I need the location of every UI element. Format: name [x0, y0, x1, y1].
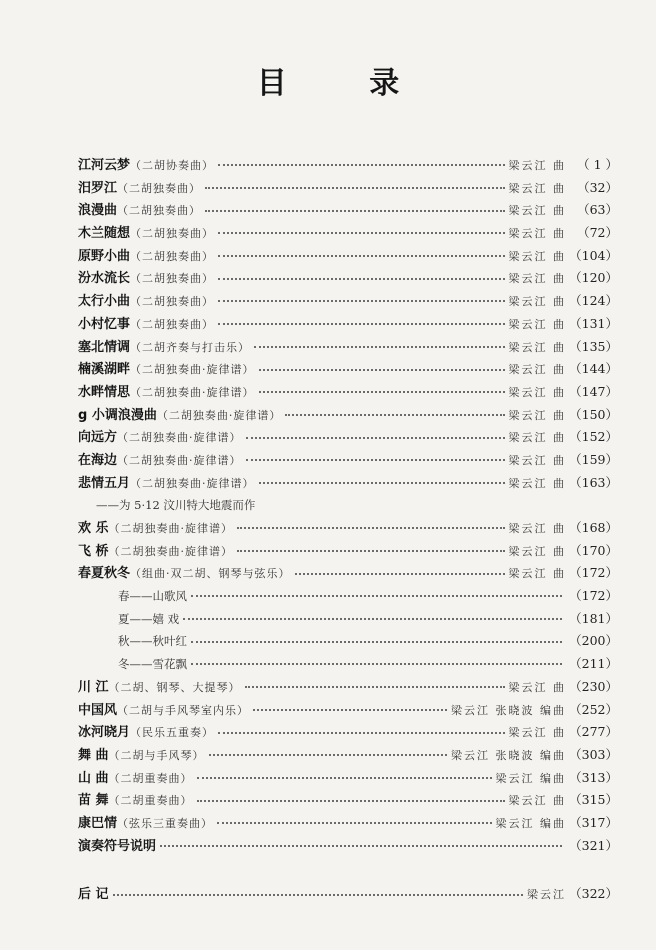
- entry-credit: 梁云江 曲: [508, 227, 566, 241]
- entry-page-number: （313）: [569, 769, 618, 785]
- entry-page-number: （315）: [569, 792, 618, 808]
- entry-page-number: （131）: [569, 315, 618, 331]
- entry-credit: 梁云江 张晓波 编曲: [451, 748, 566, 762]
- entry-title: 中国风: [78, 702, 118, 718]
- entry-title: 在海边: [78, 452, 118, 468]
- entry-title: 原野小曲: [78, 248, 131, 264]
- entry-page-number: （159）: [569, 451, 618, 467]
- dot-leader: [218, 232, 504, 234]
- entry-title: 演奏符号说明: [78, 838, 157, 854]
- entry-subtitle: （二胡独奏曲·旋律谱）: [108, 522, 234, 535]
- entry-title: 汾水流长: [78, 271, 131, 287]
- dot-leader: [237, 550, 504, 552]
- entry-credit: 梁云江 曲: [508, 363, 566, 377]
- entry-page-number: （63）: [577, 202, 618, 218]
- dot-leader: [197, 777, 492, 779]
- dot-leader: [191, 595, 562, 597]
- entry-subtitle: （二胡独奏曲）: [117, 204, 202, 218]
- entry-subtitle: （二胡独奏曲）: [117, 181, 202, 195]
- toc-entry[interactable]: [78, 517, 618, 540]
- entry-page-number: （150）: [569, 406, 618, 422]
- entry-subtitle: （弦乐三重奏曲）: [117, 816, 214, 830]
- entry-credit: 梁云江 曲: [508, 317, 566, 331]
- toc-subentry[interactable]: [78, 630, 618, 653]
- dot-leader: [218, 278, 504, 280]
- entry-subtitle: （二胡独奏曲·旋律谱）: [156, 408, 282, 422]
- entry-page-number: （147）: [569, 383, 618, 399]
- entry-subtitle: （二胡独奏曲·旋律谱）: [117, 453, 242, 467]
- entry-title: 舞 曲: [78, 747, 109, 763]
- dot-leader: [205, 187, 504, 189]
- toc-entry[interactable]: [78, 789, 618, 812]
- entry-credit: 梁云江 曲: [508, 340, 566, 354]
- entry-credit: 梁云江 曲: [508, 476, 566, 490]
- entry-title: 川 江: [78, 679, 109, 695]
- entry-title: 苗 舞: [78, 793, 109, 809]
- entry-title: 汨罗江: [78, 180, 118, 196]
- dot-leader: [218, 255, 504, 257]
- dot-leader: [209, 754, 447, 756]
- toc-entry[interactable]: [78, 699, 618, 722]
- dot-leader: [191, 641, 562, 643]
- toc-subentry[interactable]: [78, 608, 618, 631]
- entry-page-number: （120）: [569, 270, 618, 286]
- toc-dedication[interactable]: [78, 494, 618, 517]
- dot-leader: [295, 573, 505, 575]
- entry-credit: 梁云江 编曲: [495, 771, 566, 785]
- entry-subtitle: （二胡独奏曲）: [130, 272, 215, 286]
- entry-page-number: （230）: [569, 678, 618, 694]
- entry-title: 秋——秋叶红: [118, 634, 187, 649]
- toc-entry[interactable]: [78, 744, 618, 767]
- dot-leader: [285, 414, 504, 416]
- toc-entry[interactable]: [78, 154, 618, 177]
- entry-title: 冬——雪花飘: [118, 657, 187, 672]
- entry-page-number: （321）: [569, 837, 618, 853]
- toc-entry[interactable]: [78, 336, 618, 359]
- entry-title: 江河云梦: [78, 158, 131, 173]
- entry-credit: 梁云江 曲: [508, 794, 566, 808]
- entry-title: 冰河晓月: [78, 725, 131, 741]
- toc-entry[interactable]: [78, 812, 618, 835]
- dot-leader: [218, 300, 504, 302]
- entry-title: 春夏秋冬: [78, 566, 131, 582]
- entry-page-number: （200）: [569, 633, 618, 649]
- dot-leader: [191, 663, 562, 665]
- entry-title: 春——山歌风: [118, 589, 187, 604]
- entry-page-number: （170）: [569, 542, 618, 558]
- entry-page-number: （152）: [569, 429, 618, 445]
- toc-entry[interactable]: [78, 222, 618, 245]
- entry-subtitle: （二胡独奏曲·旋律谱）: [130, 476, 255, 490]
- entry-credit: 梁云江 曲: [508, 522, 566, 535]
- dot-leader: [246, 437, 505, 439]
- dot-leader: [259, 482, 505, 484]
- dot-leader: [160, 845, 562, 847]
- toc-spacer: [78, 857, 618, 883]
- entry-credit: 梁云江 曲: [508, 181, 566, 195]
- entry-subtitle: （二胡协奏曲）: [130, 159, 215, 172]
- toc-entry[interactable]: [78, 721, 618, 744]
- entry-title: 飞 桥: [78, 543, 109, 559]
- entry-page-number: （181）: [569, 610, 618, 626]
- entry-subtitle: （组曲·双二胡、钢琴与弦乐）: [130, 567, 291, 581]
- toc-entry[interactable]: [78, 358, 618, 381]
- entry-page-number: （168）: [569, 520, 618, 535]
- entry-page-number: （104）: [569, 247, 618, 263]
- entry-title: 康巴情: [78, 815, 118, 831]
- entry-credit: 梁云江 曲: [508, 295, 566, 309]
- entry-subtitle: （二胡与手风琴室内乐）: [117, 703, 250, 717]
- entry-credit: 梁云江: [527, 888, 566, 902]
- toc-entry[interactable]: [78, 381, 618, 404]
- entry-page-number: （ 1 ）: [577, 157, 618, 172]
- entry-subtitle: （二胡与手风琴）: [108, 748, 205, 762]
- toc-subentry[interactable]: [78, 585, 618, 608]
- entry-subtitle: （民乐五重奏）: [130, 726, 215, 740]
- entry-page-number: （163）: [569, 474, 618, 490]
- toc-entry[interactable]: [78, 177, 618, 200]
- entry-credit: 梁云江 曲: [508, 567, 566, 581]
- entry-subtitle: （二胡独奏曲）: [130, 227, 215, 241]
- entry-subtitle: （二胡独奏曲·旋律谱）: [108, 544, 234, 558]
- entry-subtitle: （二胡独奏曲）: [130, 317, 215, 331]
- toc-subentry[interactable]: [78, 653, 618, 676]
- toc-entry[interactable]: [78, 199, 618, 222]
- dot-leader: [237, 527, 504, 529]
- entry-page-number: （317）: [569, 814, 618, 830]
- toc-entry[interactable]: [78, 676, 618, 699]
- dot-leader: [183, 618, 562, 620]
- entry-title: 浪漫曲: [78, 203, 118, 219]
- entry-credit: 梁云江 曲: [508, 431, 566, 445]
- entry-subtitle: （二胡独奏曲·旋律谱）: [117, 431, 242, 445]
- toc-entry[interactable]: [78, 313, 618, 336]
- dot-leader: [254, 346, 504, 348]
- entry-title: 水畔情思: [78, 384, 131, 400]
- entry-page-number: （72）: [577, 225, 618, 241]
- entry-credit: 梁云江 曲: [508, 385, 566, 399]
- dot-leader: [218, 164, 504, 166]
- toc-entry[interactable]: [78, 835, 618, 858]
- dot-leader: [259, 391, 505, 393]
- entry-subtitle: （二胡独奏曲·旋律谱）: [130, 385, 255, 399]
- toc-list: [78, 154, 618, 906]
- entry-credit: 梁云江 张晓波 编曲: [451, 703, 566, 717]
- dot-leader: [246, 459, 505, 461]
- entry-credit: 梁云江 编曲: [495, 816, 566, 830]
- entry-page-number: （32）: [577, 179, 618, 195]
- entry-credit: 梁云江 曲: [508, 249, 566, 263]
- entry-credit: 梁云江 曲: [508, 159, 566, 172]
- dot-leader: [205, 210, 504, 212]
- entry-page-number: （172）: [569, 565, 618, 581]
- entry-subtitle: （二胡齐奏与打击乐）: [130, 340, 251, 354]
- toc-entry[interactable]: [78, 426, 618, 449]
- toc-entry[interactable]: [78, 245, 618, 268]
- toc-entry[interactable]: [78, 540, 618, 563]
- entry-subtitle: （二胡、钢琴、大提琴）: [108, 680, 241, 694]
- entry-title: 木兰随想: [78, 226, 131, 242]
- entry-page-number: （322）: [569, 886, 618, 902]
- entry-credit: 梁云江 曲: [508, 680, 566, 694]
- toc-entry[interactable]: [78, 767, 618, 790]
- entry-title: 山 曲: [78, 770, 109, 786]
- entry-page-number: （124）: [569, 293, 618, 309]
- entry-title: ——为 5·12 汶川特大地震而作: [96, 498, 256, 513]
- toc-entry[interactable]: [78, 404, 618, 427]
- entry-title: 塞北情调: [78, 339, 131, 355]
- toc-entry[interactable]: [78, 562, 618, 585]
- entry-subtitle: （二胡重奏曲）: [108, 771, 193, 785]
- entry-page-number: （277）: [569, 724, 618, 740]
- entry-credit: 梁云江 曲: [508, 453, 566, 467]
- entry-title: g 小调浪漫曲: [78, 407, 157, 423]
- entry-page-number: （211）: [569, 656, 618, 672]
- toc-entry[interactable]: [78, 267, 618, 290]
- entry-page-number: （172）: [569, 588, 618, 604]
- entry-subtitle: （二胡独奏曲）: [130, 295, 215, 309]
- dot-leader: [259, 369, 505, 371]
- toc-entry[interactable]: [78, 290, 618, 313]
- entry-title: 悲情五月: [78, 475, 131, 491]
- entry-page-number: （303）: [569, 746, 618, 762]
- entry-title: 后 记: [78, 887, 109, 903]
- entry-subtitle: （二胡独奏曲）: [130, 249, 215, 263]
- entry-page-number: （252）: [569, 701, 618, 717]
- page-title: 目 录: [256, 66, 436, 101]
- entry-title: 向远方: [78, 430, 118, 446]
- entry-credit: 梁云江 曲: [508, 272, 566, 286]
- entry-title: 夏——嬉 戏: [118, 611, 180, 626]
- entry-title: 太行小曲: [78, 294, 131, 310]
- entry-subtitle: （二胡重奏曲）: [108, 794, 193, 808]
- toc-entry[interactable]: [78, 449, 618, 472]
- dot-leader: [218, 732, 504, 734]
- dot-leader: [113, 894, 523, 896]
- entry-credit: 梁云江 曲: [508, 408, 566, 422]
- dot-leader: [197, 800, 505, 802]
- entry-title: 欢 乐: [78, 521, 109, 536]
- entry-credit: 梁云江 曲: [508, 726, 566, 740]
- entry-subtitle: （二胡独奏曲·旋律谱）: [130, 363, 255, 377]
- entry-page-number: （144）: [569, 361, 618, 377]
- toc-entry[interactable]: [78, 883, 618, 906]
- entry-title: 小村忆事: [78, 316, 131, 332]
- entry-credit: 梁云江 曲: [508, 544, 566, 558]
- dot-leader: [253, 709, 447, 711]
- entry-title: 楠溪湖畔: [78, 362, 131, 378]
- dot-leader: [245, 686, 505, 688]
- toc-entry[interactable]: [78, 472, 618, 495]
- entry-credit: 梁云江 曲: [508, 204, 566, 218]
- dot-leader: [217, 822, 491, 824]
- dot-leader: [218, 323, 504, 325]
- entry-page-number: （135）: [569, 338, 618, 354]
